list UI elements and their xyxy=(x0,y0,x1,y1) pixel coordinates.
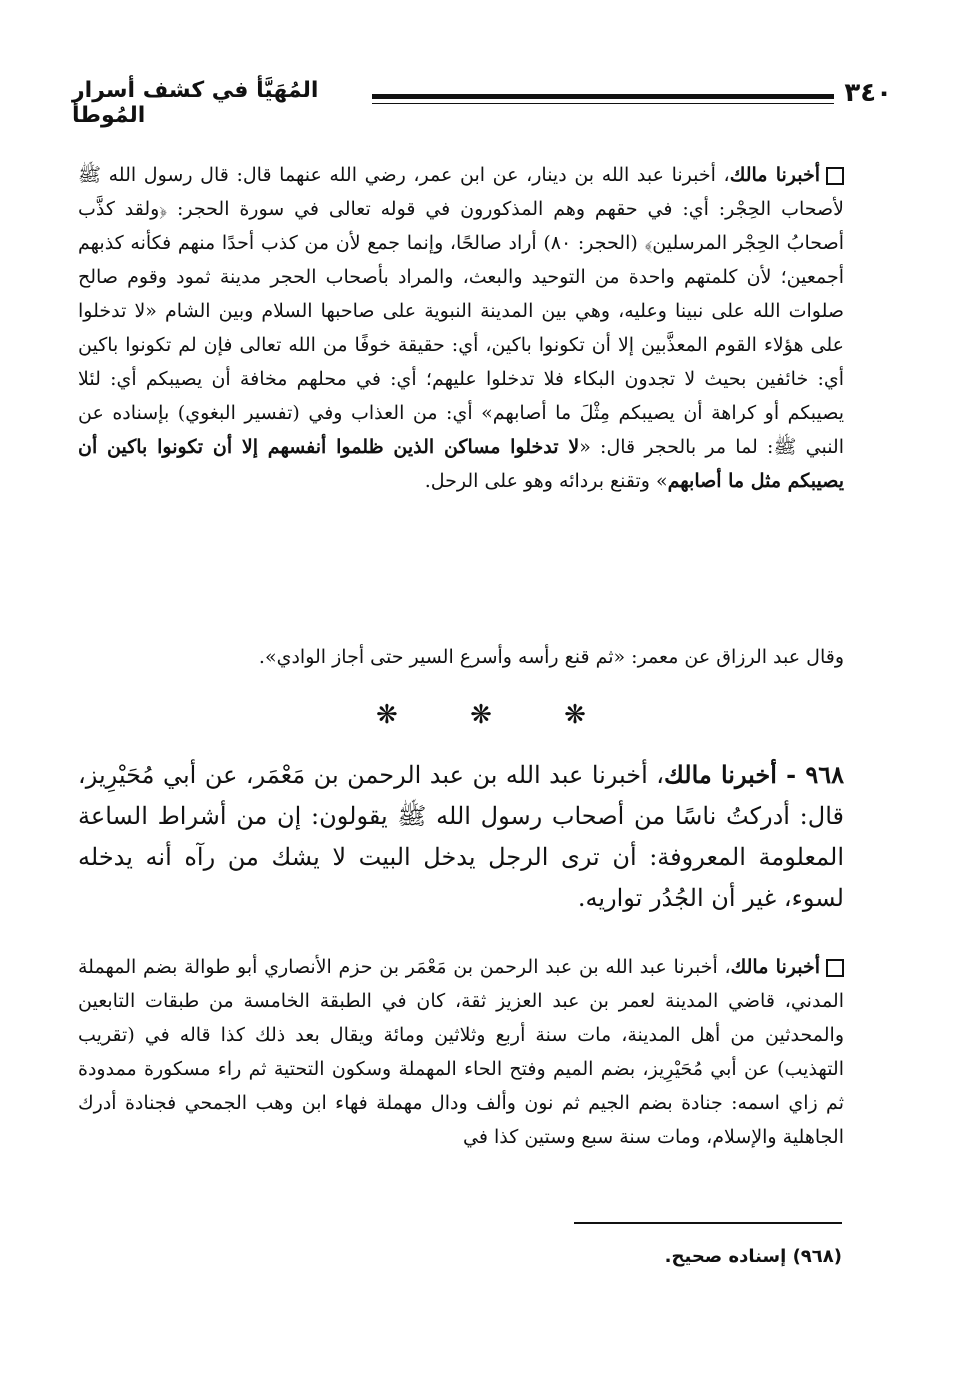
page-number: ٣٤٠ xyxy=(844,78,892,108)
commentary-block-1 xyxy=(78,158,844,498)
footnote-rule xyxy=(574,1222,842,1224)
header-rule-thin xyxy=(372,103,834,104)
commentary-block-2 xyxy=(78,950,844,1154)
commentary-text: وقال عبد الرزاق عن معمر: «ثم قنع رأسه وأسرع السير حتى أجاز الوادي». xyxy=(258,646,844,668)
commentary-line-abdrazzaq xyxy=(78,640,844,674)
narration-lead: أخبرنا مالك xyxy=(729,164,821,186)
square-marker-icon xyxy=(826,959,844,977)
header-rule xyxy=(372,94,834,99)
hadith-968 xyxy=(78,754,844,919)
commentary-text: ، أخبرنا عبد الله بن عبد الرحمن بن مَعْمَر بن حزم الأنصاري أبو طوالة بضم المهملة المدني، قاضي المدينة لعمر بن عبد العزيز ثقة، كان في الطبقة الخامسة من طبقات التابعين والمحدثين من أهل المدينة، مات سنة أربع وثلاثين ومائة ويقال بعد ذلك كذا قاله في (تقريب التهذيب) عن أبي مُحَيْرِيز، بضم الميم وفتح الحاء المهملة وسكون التحتية ثم راء مسكورة ممدودة ثم زاي اسمه: جنادة بضم الجيم ثم نون وألف ودال مهملة فهاء ابن وهب الجمحي فجنادة أدرك الجاهلية والإسلام، ومات سنة سبع وستين كذا في xyxy=(78,956,844,1148)
star-icon: ❋ xyxy=(376,700,398,730)
square-marker-icon xyxy=(826,167,844,185)
page-header xyxy=(72,78,892,128)
bold-quote: لا تدخلوا مساكن الذين ظلموا أنفسهم إلا أن تكونوا باكين أن يصيبكم مثل ما أصابهم xyxy=(78,436,844,492)
hadith-number: ٩٦٨ - xyxy=(776,760,844,789)
hadith-text: ، أخبرنا عبد الله بن عبد الرحمن بن مَعْمَر، عن أبي مُحَيْرِيز، قال: أدركتُ ناسًا من أصحاب رسول الله ﷺ يقولون: إن من أشراط الساعة المعلومة المعروفة: أن ترى الرجل يدخل البيت لا يشك من رآه أنه يدخله لسوء، غير أن الجُدُر تواريه. xyxy=(78,761,844,912)
footnote: (٩٦٨) إسناده صحيح. xyxy=(664,1246,842,1267)
star-icon: ❋ xyxy=(470,700,492,730)
commentary-text: ، أخبرنا عبد الله بن دينار، عن ابن عمر، رضي الله عنهما قال: قال رسول الله ﷺ لأصحاب الحِجْر: أي: في حقهم وهم المذكورون في قوله تعالى في سورة الحجر: ﴿ولقد كذَّب أصحابُ الحِجْر المرسلين﴾ (الحجر: ٨٠) أراد صالحًا، وإنما جمع لأن من كذب أحدًا منهم فكأنه كذبهم أجمعين؛ لأن كلمتهم واحدة من التوحيد والبعث، والمراد بأصحاب الحجر مدينة ثمود وقوم صالح صلوات الله على نبينا وعليه، وهي بين المدينة النبوية على صاحبها السلام وبين الشام «لا تدخلوا على هؤلاء القوم المعذَّبين إلا أن تكونوا باكين، أي: حقيقة خوفًا من الله تعالى فإن لم تكونوا باكين أي: خائفين بحيث لا تجدون البكاء فلا تدخلوا عليهم؛ أي: في محلهم مخافة أن يصيبكم أي: لئلا يصيبكم أو كراهة أن يصيبكم مِثْلَ ما أصابهم» أي: من العذاب وفي (تفسير البغوي) بإسناده عن النبي ﷺ: لما مر بالحجر قال: « xyxy=(78,164,844,458)
star-icon: ❋ xyxy=(564,700,586,730)
narration-lead: أخبرنا مالك xyxy=(730,956,821,978)
narration-lead: أخبرنا مالك xyxy=(664,760,777,789)
section-separator xyxy=(0,700,962,730)
commentary-tail: » وتقنع بردائه وهو على الرحل. xyxy=(424,470,668,492)
book-title: المُهَيَّأ في كشف أسرار المُوطأ xyxy=(72,78,319,128)
